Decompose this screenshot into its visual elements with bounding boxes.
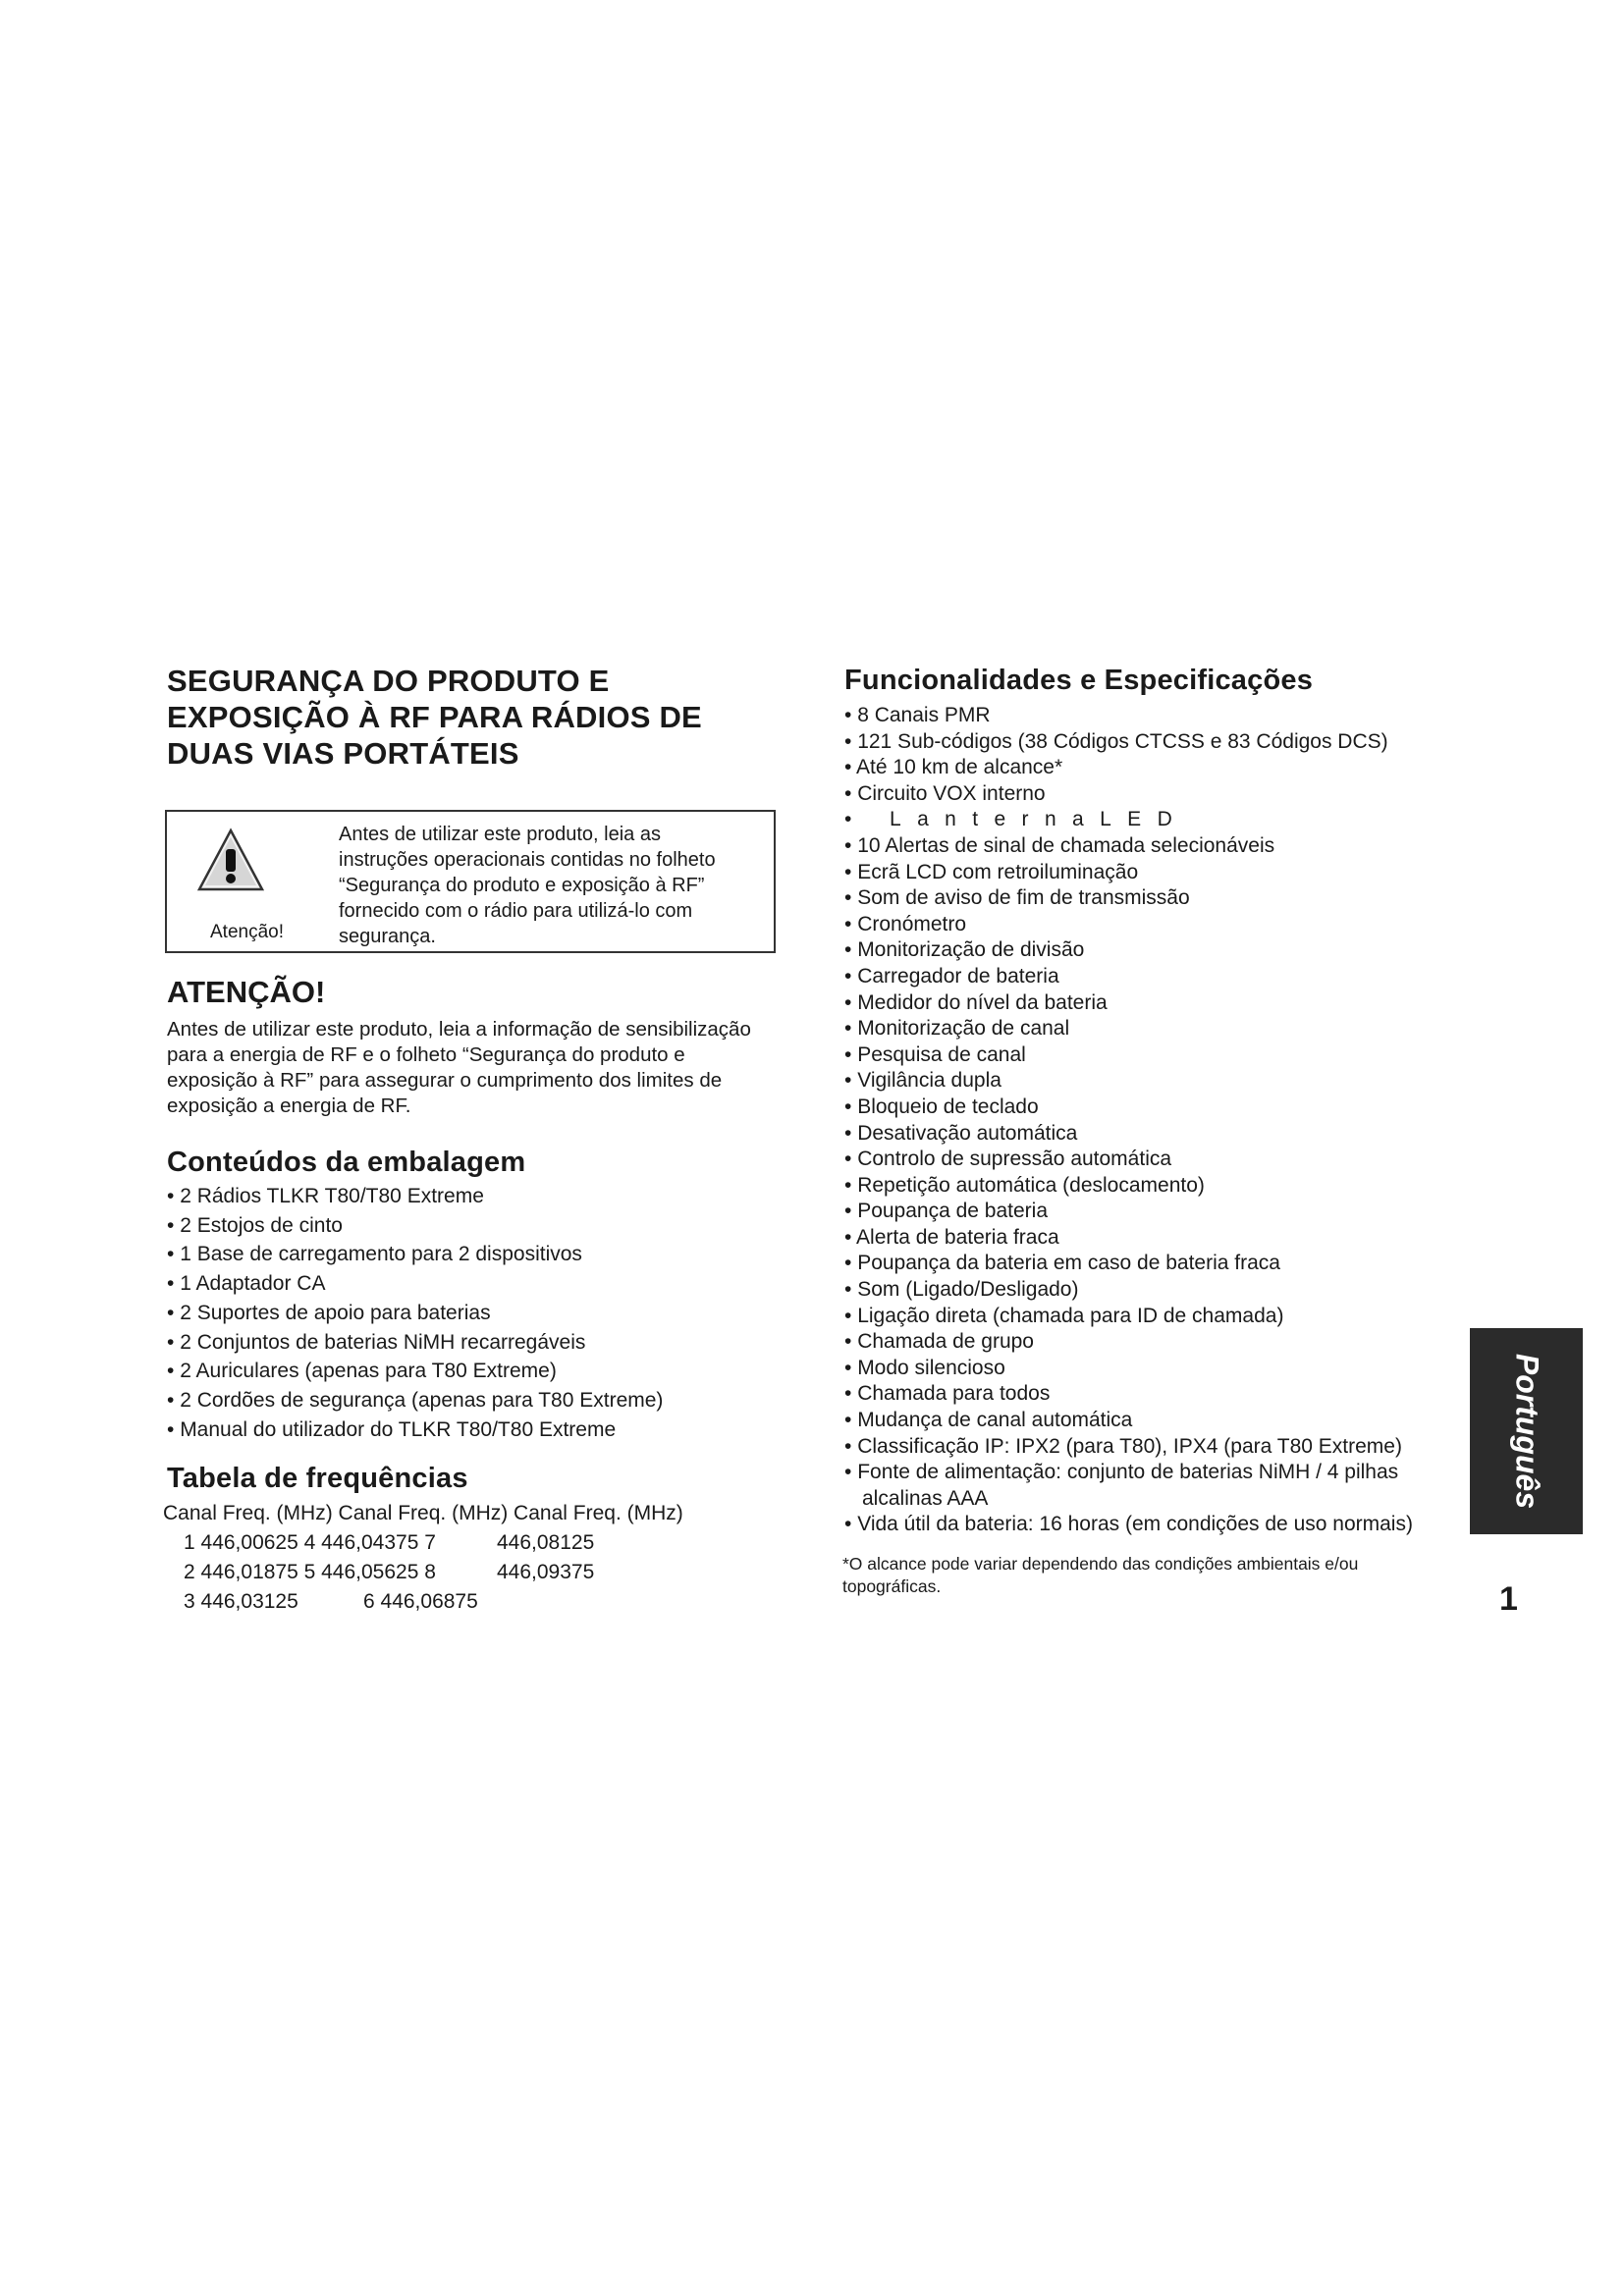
list-item: • Cronómetro: [844, 912, 1471, 938]
warning-text-line: “Segurança do produto e exposição à RF”: [339, 875, 705, 896]
contents-heading: Conteúdos da embalagem: [167, 1147, 526, 1178]
list-item: • LanternaLED: [844, 807, 1471, 833]
atencao-line: para a energia de RF e o folheto “Segurança do produto e: [167, 1043, 685, 1066]
frequency-cell: 1 446,00625 4 446,04375 7: [184, 1531, 436, 1554]
list-item: • 2 Suportes de apoio para baterias: [167, 1299, 663, 1328]
list-item: • 10 Alertas de sinal de chamada selecionáveis: [844, 833, 1471, 860]
list-item: • Controlo de supressão automática: [844, 1147, 1471, 1173]
frequency-table-heading: Tabela de frequências: [167, 1463, 468, 1494]
list-item: • Classificação IP: IPX2 (para T80), IPX4 (para T80 Extreme): [844, 1434, 1471, 1461]
atencao-line: exposição à RF” para assegurar o cumprimento dos limites de: [167, 1069, 723, 1092]
list-item: • Fonte de alimentação: conjunto de baterias NiMH / 4 pilhas alcalinas AAA: [844, 1460, 1471, 1512]
list-item: • 121 Sub-códigos (38 Códigos CTCSS e 83 Códigos DCS): [844, 729, 1471, 756]
list-item: • 2 Cordões de segurança (apenas para T80 Extreme): [167, 1386, 663, 1415]
list-item: • 2 Rádios TLKR T80/T80 Extreme: [167, 1182, 663, 1211]
frequency-cell: 446,08125: [497, 1531, 595, 1554]
list-item: • 2 Conjuntos de baterias NiMH recarregáveis: [167, 1328, 663, 1358]
list-item: • 2 Auriculares (apenas para T80 Extreme): [167, 1357, 663, 1386]
list-item: • 1 Base de carregamento para 2 dispositivos: [167, 1240, 663, 1269]
frequency-table-header: Canal Freq. (MHz) Canal Freq. (MHz) Canal Freq. (MHz): [163, 1502, 683, 1524]
frequency-cell: 3 446,03125: [184, 1590, 298, 1613]
footnote-line: *O alcance pode variar dependendo das condições ambientais e/ou: [842, 1554, 1359, 1574]
warning-text-line: segurança.: [339, 926, 436, 947]
features-heading: Funcionalidades e Especificações: [844, 665, 1314, 696]
list-item: • Carregador de bateria: [844, 964, 1471, 990]
list-item: • Repetição automática (deslocamento): [844, 1173, 1471, 1200]
warning-box: [165, 810, 776, 953]
list-item: • Alerta de bateria fraca: [844, 1225, 1471, 1252]
main-title: [167, 663, 795, 772]
list-item: • Monitorização de divisão: [844, 937, 1471, 964]
atencao-paragraph: [167, 1017, 785, 1119]
list-item: • Até 10 km de alcance*: [844, 755, 1471, 781]
warning-text-line: Antes de utilizar este produto, leia as: [339, 824, 661, 845]
warning-text: [339, 822, 771, 949]
list-item: • Poupança de bateria: [844, 1199, 1471, 1225]
list-item: • Chamada de grupo: [844, 1329, 1471, 1356]
list-item: • Som de aviso de fim de transmissão: [844, 885, 1471, 912]
features-list: [844, 703, 1471, 1538]
list-item: • Bloqueio de teclado: [844, 1095, 1471, 1121]
atencao-line: exposição a energia de RF.: [167, 1095, 411, 1117]
list-item: • Ecrã LCD com retroiluminação: [844, 860, 1471, 886]
list-item: • 1 Adaptador CA: [167, 1269, 663, 1299]
list-item: • Chamada para todos: [844, 1381, 1471, 1408]
warning-text-line: instruções operacionais contidas no folheto: [339, 849, 716, 871]
list-item: • Manual do utilizador do TLKR T80/T80 Extreme: [167, 1415, 663, 1445]
list-item: • Medidor do nível da bateria: [844, 990, 1471, 1017]
list-item: • Mudança de canal automática: [844, 1408, 1471, 1434]
footnote: [842, 1553, 1461, 1598]
list-item: • Circuito VOX interno: [844, 781, 1471, 808]
main-title-line: SEGURANÇA DO PRODUTO E: [167, 664, 610, 698]
language-tab-label: Português: [1509, 1353, 1544, 1510]
list-item: • Poupança da bateria em caso de bateria fraca: [844, 1251, 1471, 1277]
atencao-heading: ATENÇÃO!: [167, 975, 326, 1009]
frequency-cell: 2 446,01875 5 446,05625 8: [184, 1561, 436, 1583]
footnote-line: topográficas.: [842, 1576, 942, 1596]
list-item: • Vida útil da bateria: 16 horas (em condições de uso normais): [844, 1512, 1471, 1538]
list-item: • Som (Ligado/Desligado): [844, 1277, 1471, 1304]
main-title-line: EXPOSIÇÃO À RF PARA RÁDIOS DE: [167, 700, 702, 734]
main-title-line: DUAS VIAS PORTÁTEIS: [167, 736, 519, 771]
atencao-line: Antes de utilizar este produto, leia a informação de sensibilização: [167, 1018, 751, 1041]
warning-triangle-icon: [196, 828, 265, 892]
contents-list: [167, 1182, 663, 1444]
list-item: • 8 Canais PMR: [844, 703, 1471, 729]
warning-caption: Atenção!: [210, 922, 284, 942]
language-tab: [1470, 1328, 1583, 1534]
list-item: • 2 Estojos de cinto: [167, 1211, 663, 1241]
list-item: • Modo silencioso: [844, 1356, 1471, 1382]
frequency-cell: 446,09375: [497, 1561, 595, 1583]
frequency-cell: 6 446,06875: [363, 1590, 478, 1613]
warning-text-line: fornecido com o rádio para utilizá-lo com: [339, 900, 693, 922]
page-number: 1: [1499, 1580, 1518, 1618]
list-item: • Desativação automática: [844, 1121, 1471, 1148]
list-item: • Monitorização de canal: [844, 1016, 1471, 1042]
list-item: • Pesquisa de canal: [844, 1042, 1471, 1069]
list-item: • Vigilância dupla: [844, 1068, 1471, 1095]
list-item: • Ligação direta (chamada para ID de chamada): [844, 1304, 1471, 1330]
